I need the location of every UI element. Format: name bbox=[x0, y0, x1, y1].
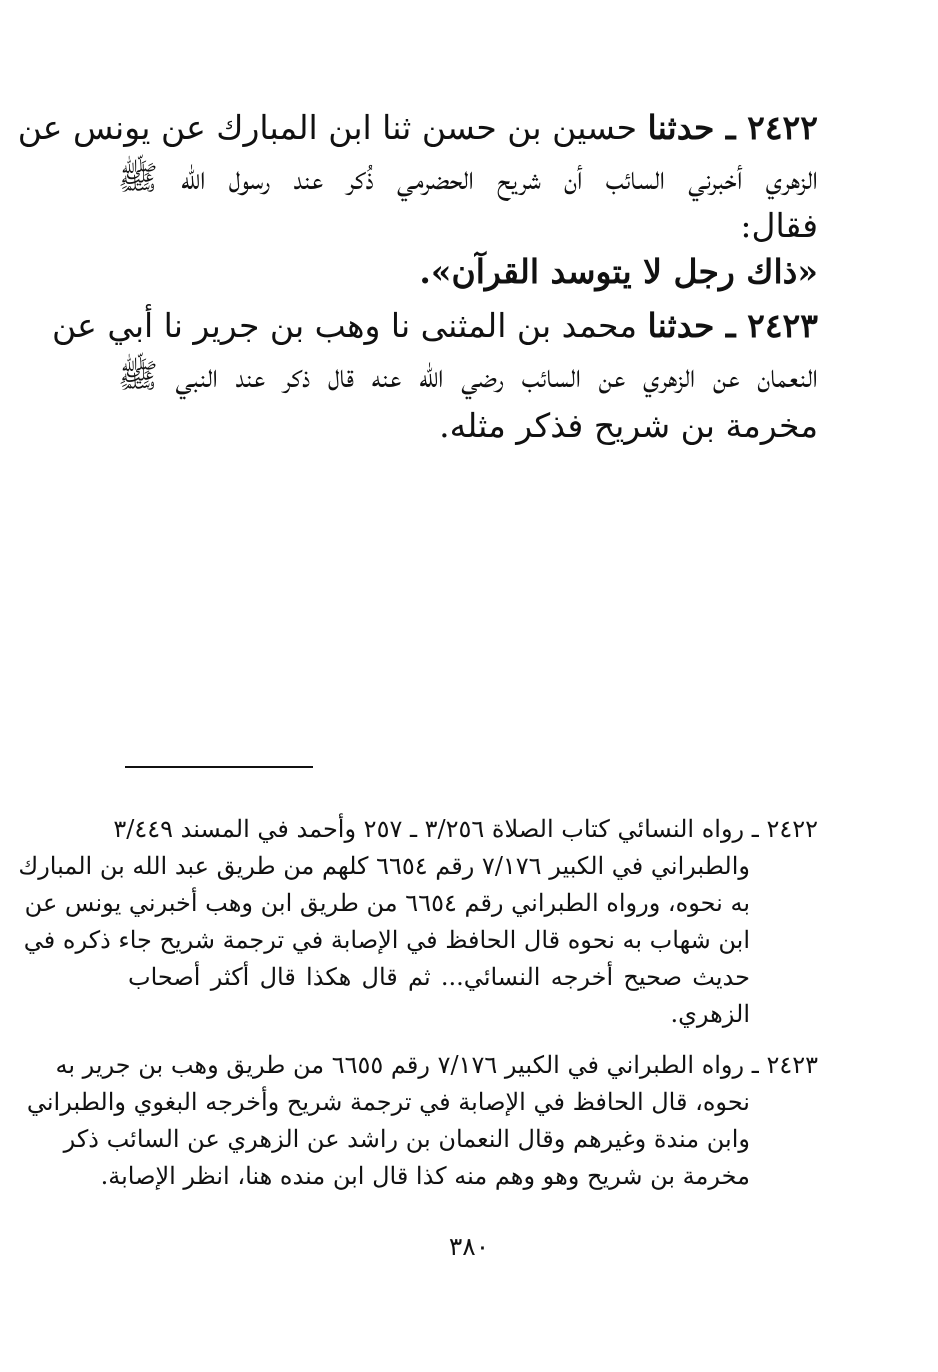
hadith-text: محمد بن المثنى نا وهب بن جرير نا أبي عن bbox=[52, 306, 648, 345]
hadith-keyword: حدثنا bbox=[647, 108, 715, 147]
hadith-2422-quote: «ذاك رجل لا يتوسد القرآن». bbox=[419, 252, 818, 291]
footnote-separator bbox=[125, 766, 313, 768]
hadith-2422-line-3: فقال: bbox=[740, 206, 818, 245]
hadith-number: ٢٤٢٣ bbox=[747, 306, 818, 345]
hadith-dash: ـ bbox=[714, 108, 748, 147]
footnote-2423-line-1 bbox=[55, 1048, 818, 1082]
hadith-2423-line-2: النعمان عن الزهري عن السائب رضي الله عنه قال ذكر عند النبي ﷺ bbox=[118, 356, 818, 395]
footnote-2422-line-5: حديث صحيح أخرجه النسائي... ثم قال هكذا قال أكثر أصحاب bbox=[128, 963, 750, 991]
hadith-2423-line-3: مخرمة بن شريح فذكر مثله. bbox=[439, 406, 818, 445]
hadith-keyword: حدثنا bbox=[647, 306, 715, 345]
hadith-number: ٢٤٢٢ bbox=[747, 108, 818, 147]
footnote-2422-line-6: الزهري. bbox=[670, 1000, 750, 1028]
page-number: ٣٨٠ bbox=[448, 1232, 490, 1261]
footnote-text: رواه النسائي كتاب الصلاة ٣/٢٥٦ ـ ٢٥٧ وأحمد في المسند ٣/٤٤٩ bbox=[113, 815, 745, 843]
footnote-2423-line-4: مخرمة بن شريح وهو وهم منه كذا قال ابن منده هنا، انظر الإصابة. bbox=[100, 1162, 750, 1190]
hadith-text: حسين بن حسن ثنا ابن المبارك عن يونس عن bbox=[17, 108, 648, 147]
footnote-2422-line-4: ابن شهاب به نحوه قال الحافظ في الإصابة في ترجمة شريح جاء ذكره في bbox=[23, 926, 750, 954]
footnote-text: رواه الطبراني في الكبير ٧/١٧٦ رقم ٦٦٥٥ من طريق وهب بن جرير به bbox=[55, 1051, 745, 1079]
footnote-2423-line-2: نحوه، قال الحافظ في الإصابة في ترجمة شريح وأخرجه البغوي والطبراني bbox=[26, 1088, 750, 1116]
footnote-2422-line-1 bbox=[113, 812, 818, 846]
footnote-2423-line-3: وابن مندة وغيرهم وقال النعمان بن راشد عن الزهري عن السائب ذكر bbox=[63, 1125, 750, 1153]
hadith-2422-line-2: الزهري أخبرني السائب أن شريح الحضرمي ذُكر عند رسول الله ﷺ bbox=[118, 158, 818, 197]
footnote-2422-line-3: به نحوه، ورواه الطبراني رقم ٦٦٥٤ من طريق ابن وهب أخبرني يونس عن bbox=[24, 889, 750, 917]
footnote-2422-line-2: والطبراني في الكبير ٧/١٧٦ رقم ٦٦٥٤ كلهم من طريق عبد الله بن المبارك bbox=[18, 852, 750, 880]
footnote-label: ٢٤٢٢ ـ bbox=[751, 815, 818, 843]
hadith-dash: ـ bbox=[714, 306, 748, 345]
hadith-2423-line-1 bbox=[52, 300, 818, 352]
footnote-label: ٢٤٢٣ ـ bbox=[751, 1051, 818, 1079]
hadith-2422-line-1 bbox=[17, 102, 818, 154]
